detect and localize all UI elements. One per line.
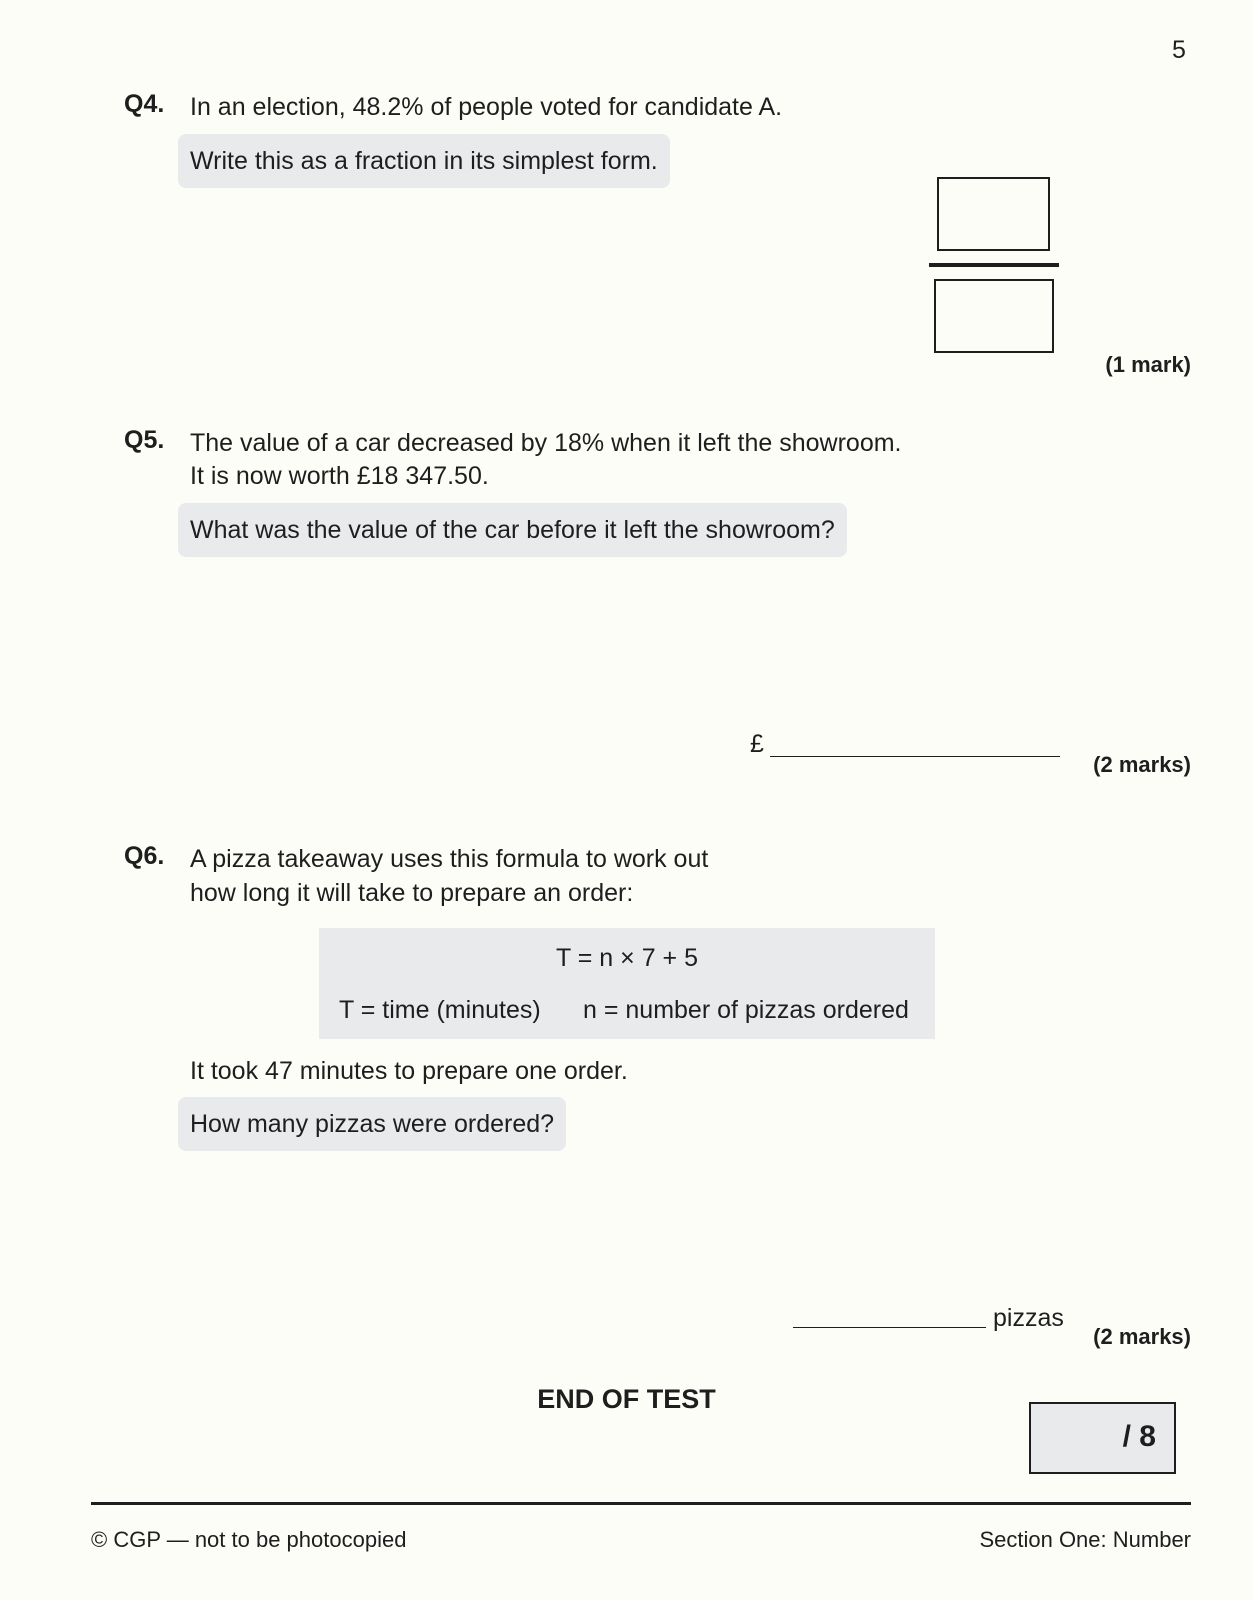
q6-text-line1: A pizza takeaway uses this formula to work out	[190, 845, 709, 873]
q5-answer-line[interactable]	[770, 756, 1060, 757]
end-of-test-heading: END OF TEST	[537, 1384, 716, 1414]
fraction-bar	[929, 263, 1059, 267]
q4-prompt: Write this as a fraction in its simplest form.	[178, 134, 670, 188]
formula-definition-n: n = number of pizzas ordered	[583, 996, 909, 1024]
formula: T = n × 7 + 5	[555, 944, 698, 972]
denominator-answer-box[interactable]	[934, 279, 1054, 353]
score-total: / 8	[1122, 1420, 1156, 1453]
q4-marks: (1 mark)	[1105, 352, 1191, 377]
q6-unit: pizzas	[993, 1304, 1064, 1332]
q6-marks: (2 marks)	[1093, 1324, 1191, 1349]
q6-info: It took 47 minutes to prepare one order.	[190, 1057, 628, 1085]
q5-prompt: What was the value of the car before it left the showroom?	[178, 503, 847, 557]
page-number: 5	[1172, 36, 1186, 64]
q4-text: In an election, 48.2% of people voted for candidate A.	[190, 93, 783, 121]
q5-text-line2: It is now worth £18 347.50.	[190, 462, 489, 490]
q6-text-line2: how long it will take to prepare an order:	[190, 879, 634, 907]
footer-copyright: © CGP — not to be photocopied	[91, 1527, 407, 1552]
footer-section: Section One: Number	[979, 1527, 1191, 1552]
currency-symbol: £	[750, 730, 764, 758]
q6-answer-line[interactable]	[793, 1327, 986, 1328]
q4-number: Q4.	[124, 90, 165, 118]
formula-definition-t: T = time (minutes)	[339, 996, 541, 1024]
q5-marks: (2 marks)	[1093, 752, 1191, 777]
q6-prompt: How many pizzas were ordered?	[178, 1097, 566, 1151]
q5-text-line1: The value of a car decreased by 18% when it left the showroom.	[190, 429, 902, 457]
numerator-answer-box[interactable]	[937, 177, 1050, 251]
score-box[interactable]	[1029, 1402, 1176, 1474]
formula-box	[319, 928, 935, 1039]
footer-rule	[91, 1502, 1191, 1505]
q6-number: Q6.	[124, 842, 165, 870]
q5-number: Q5.	[124, 426, 165, 454]
